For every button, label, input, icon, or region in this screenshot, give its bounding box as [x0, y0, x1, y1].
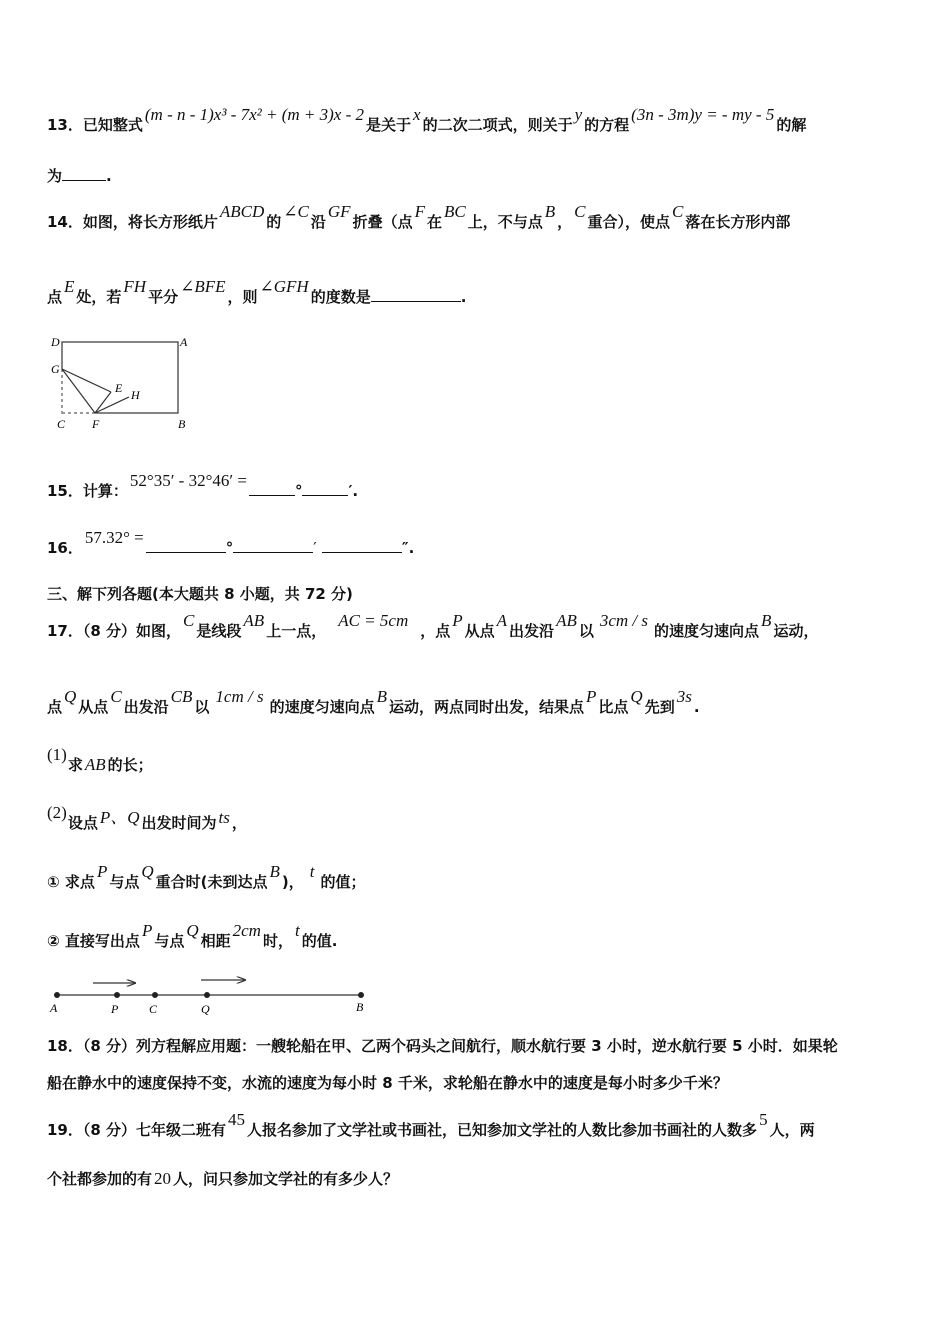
- math: 5: [759, 1110, 768, 1129]
- q17-number: 17．: [47, 622, 83, 640]
- math: 3cm / s: [599, 611, 649, 630]
- answer-blank: [62, 166, 106, 181]
- math: (1): [47, 745, 67, 764]
- text: 出发时间为: [141, 814, 217, 832]
- q17-sub2: [47, 921, 338, 951]
- math: P: [141, 921, 153, 940]
- text: 出发沿: [123, 698, 169, 716]
- text: 的: [266, 213, 282, 231]
- math: B: [544, 202, 556, 221]
- label-d: D: [51, 335, 60, 349]
- answer-blank-degrees: [146, 538, 226, 553]
- text: 比点: [598, 698, 629, 716]
- math: Q: [141, 862, 154, 881]
- q13-number: 13．: [47, 116, 83, 134]
- math: C: [672, 202, 684, 221]
- text: 人，问只参加文学社的有多少人？: [173, 1170, 399, 1188]
- math: P: [586, 687, 597, 706]
- text: ，: [231, 814, 247, 832]
- text: 的值.: [301, 932, 338, 950]
- text: 如图，将长方形纸片: [82, 213, 218, 231]
- text: .: [460, 288, 467, 306]
- math: C: [110, 687, 122, 706]
- text: 是关于: [366, 116, 412, 134]
- var-y: y: [574, 105, 583, 124]
- text: 的度数是: [310, 288, 371, 306]
- q17-line2: [47, 687, 700, 717]
- math: t: [309, 862, 315, 881]
- label-q: Q: [201, 1002, 210, 1016]
- segment-ge: [62, 369, 111, 392]
- math: 52°35′ - 32°46′ =: [129, 471, 247, 490]
- answer-blank-minutes: [233, 538, 313, 553]
- label-c: C: [57, 417, 66, 431]
- text: 的长；: [107, 756, 153, 774]
- ray-fh: [95, 397, 129, 413]
- text: ′.: [348, 482, 359, 500]
- text: 以: [578, 622, 594, 640]
- q13-equation: (3n - 3m)y = - my - 5: [631, 105, 775, 124]
- text: ″.: [401, 539, 415, 557]
- q19-line2: [47, 1169, 398, 1189]
- q15-line: [47, 471, 359, 501]
- math: (2): [47, 803, 67, 822]
- text: 的解: [776, 116, 807, 134]
- label-f: F: [92, 417, 100, 431]
- text: 先到: [644, 698, 675, 716]
- q14-line1: [47, 202, 791, 232]
- text: 是线段: [196, 622, 242, 640]
- text: 的速度匀速向点: [654, 622, 760, 640]
- text: 个社都参加的有: [47, 1170, 153, 1188]
- fold-line-gf: [62, 369, 95, 413]
- q17-part1: [47, 745, 153, 775]
- math: Q: [64, 687, 77, 706]
- math: t: [294, 921, 300, 940]
- math: 20: [154, 1169, 172, 1188]
- text: 重合），使点: [587, 213, 671, 231]
- label-e: E: [115, 381, 123, 395]
- math: P、Q: [99, 808, 140, 827]
- label-b: B: [356, 1000, 364, 1014]
- label-c: C: [149, 1002, 158, 1016]
- text: 沿: [310, 213, 326, 231]
- math: C: [183, 611, 195, 630]
- math: 2cm: [232, 921, 261, 940]
- math: Q: [186, 921, 199, 940]
- text: 的值；: [320, 873, 366, 891]
- text: ① 求点: [47, 873, 95, 891]
- math: FH: [123, 277, 147, 296]
- text: ② 直接写出点: [47, 932, 140, 950]
- text: 从点: [464, 622, 495, 640]
- q14-line2: [47, 277, 467, 307]
- point-p: [114, 992, 120, 998]
- label-h: H: [131, 388, 140, 402]
- q15-number: 15．: [47, 482, 83, 500]
- text: .: [106, 167, 112, 185]
- text: （8 分）七年级二班有: [82, 1121, 227, 1139]
- q16-number: 16．: [47, 539, 83, 557]
- text: 处，若: [76, 288, 122, 306]
- text: 以: [194, 698, 210, 716]
- text: °: [225, 539, 234, 557]
- text: °: [294, 482, 303, 500]
- math: B: [761, 611, 772, 630]
- q19-number: 19．: [47, 1121, 83, 1139]
- answer-blank: [371, 287, 461, 302]
- text: 与点: [154, 932, 185, 950]
- text: （8 分）如图，: [82, 622, 182, 640]
- text: 上一点，: [266, 622, 327, 640]
- label-a: A: [50, 1001, 58, 1015]
- q17-sub1: [47, 862, 366, 892]
- q14-figure: [45, 332, 205, 432]
- math: ∠GFH: [259, 277, 309, 296]
- math: A: [496, 611, 508, 630]
- var-x: x: [413, 105, 421, 124]
- text: 求: [67, 756, 83, 774]
- text: .: [693, 698, 700, 716]
- math: BC: [444, 202, 466, 221]
- text: 运动，两点同时出发，结果点: [389, 698, 585, 716]
- math: 3s: [676, 687, 692, 706]
- text: 计算：: [82, 482, 128, 500]
- math: Q: [630, 687, 643, 706]
- text: 在: [426, 213, 442, 231]
- text: 相距: [200, 932, 231, 950]
- text: 出发沿: [509, 622, 555, 640]
- q13-polynomial: (m - n - 1)x³ - 7x² + (m + 3)x - 2: [144, 105, 365, 124]
- math: 1cm / s: [215, 687, 264, 706]
- math: 57.32° =: [84, 528, 144, 547]
- label-a: A: [180, 335, 188, 349]
- math: ABCD: [219, 202, 265, 221]
- answer-blank-minutes: [302, 481, 348, 496]
- text: 与点: [109, 873, 140, 891]
- point-b: [358, 992, 364, 998]
- label-g: G: [51, 362, 60, 376]
- math: AB: [84, 755, 106, 774]
- math: ∠BFE: [180, 277, 226, 296]
- text: 的速度匀速向点: [269, 698, 375, 716]
- text: 人，两: [769, 1121, 815, 1139]
- text: 落在长方形内部: [685, 213, 791, 231]
- math: ts: [218, 808, 230, 827]
- math: C: [574, 202, 586, 221]
- math: AB: [243, 611, 265, 630]
- text: 上，不与点: [467, 213, 543, 231]
- answer-blank-seconds: [322, 538, 402, 553]
- label-p: P: [111, 1002, 119, 1016]
- q17-figure: [45, 970, 375, 1016]
- text: )，: [281, 873, 304, 891]
- q16-line: [47, 528, 415, 558]
- text: 运动，: [773, 622, 819, 640]
- math: E: [64, 277, 75, 296]
- text: 折叠（点: [352, 213, 413, 231]
- text: ′: [313, 539, 317, 557]
- point-q: [204, 992, 210, 998]
- answer-blank-degrees: [249, 481, 295, 496]
- q13-line2: [47, 166, 112, 186]
- math: B: [269, 862, 280, 881]
- q18-line1: 18．（8 分）列方程解应用题：一艘轮船在甲、乙两个码头之间航行，顺水航行要 3 小时，逆水航行要 5 小时．如果轮: [47, 1037, 838, 1055]
- math: GF: [327, 202, 351, 221]
- text: 的二次二项式，则关于: [422, 116, 573, 134]
- math: 45: [228, 1110, 246, 1129]
- point-a: [54, 992, 60, 998]
- math: F: [414, 202, 425, 221]
- q17-line1: [47, 611, 819, 641]
- math: CB: [170, 687, 193, 706]
- text: 平分: [148, 288, 179, 306]
- text: 人报名参加了文学社或书画社，已知参加文学社的人数比参加书画社的人数多: [247, 1121, 758, 1139]
- text: 时，: [262, 932, 293, 950]
- point-c: [152, 992, 158, 998]
- q18-line2: 船在静水中的速度保持不变，水流的速度为每小时 8 千米，求轮船在静水中的速度是每小时多少千米？: [47, 1074, 728, 1092]
- math: AC = 5cm: [338, 611, 409, 630]
- text: 点: [47, 288, 63, 306]
- section-3-title: 三、解下列各题(本大题共 8 小题，共 72 分): [47, 585, 353, 603]
- math: P: [452, 611, 463, 630]
- text: 点: [47, 698, 63, 716]
- math: ∠C: [283, 202, 309, 221]
- text: 重合时(未到达点: [155, 873, 268, 891]
- text: 设点: [67, 814, 98, 832]
- text: 的方程: [584, 116, 630, 134]
- q13-line1: [47, 105, 807, 135]
- q14-number: 14．: [47, 213, 83, 231]
- q19-line1: [47, 1110, 815, 1140]
- text: ，则: [227, 288, 258, 306]
- text: ，点: [420, 622, 451, 640]
- math: P: [96, 862, 108, 881]
- label-b: B: [178, 417, 186, 431]
- text: 为: [47, 167, 63, 185]
- math: B: [376, 687, 387, 706]
- text: ，: [557, 213, 573, 231]
- math: AB: [556, 611, 577, 630]
- text: 已知整式: [82, 116, 143, 134]
- text: 从点: [78, 698, 109, 716]
- q17-part2: [47, 803, 247, 833]
